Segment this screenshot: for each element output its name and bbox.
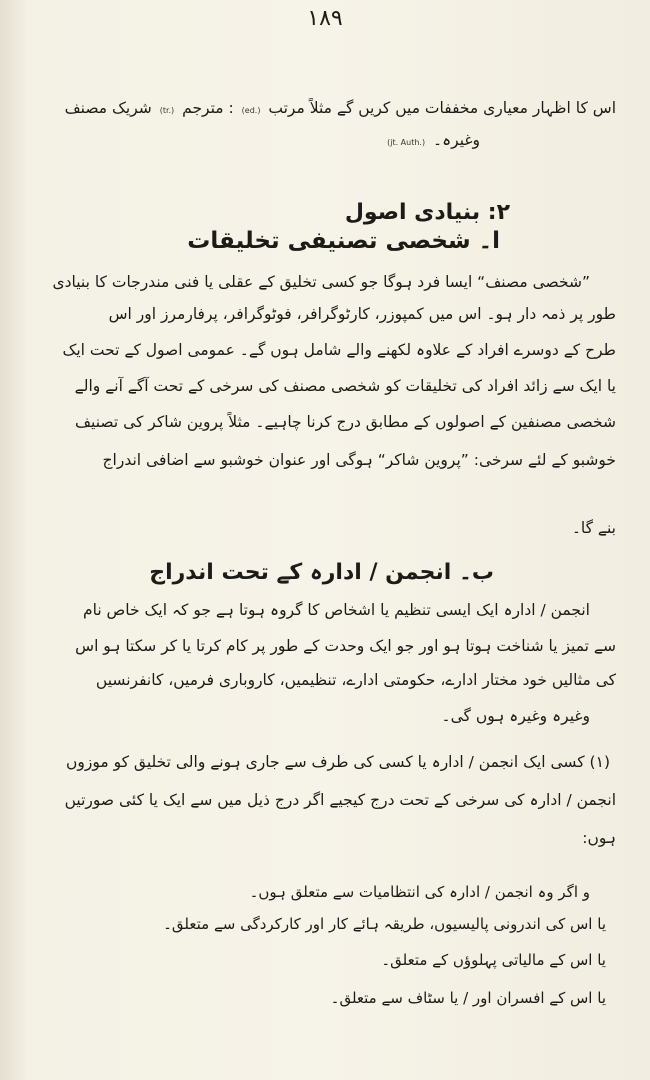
para-a-line: یا ایک سے زائد افراد کی تخلیقات کو شخصی مصنف کی سرخی کے تحت آگے آنے والے [74,377,616,395]
intro-text-3: شریک مصنف [64,99,152,117]
para-b-line: کی مثالیں خود مختار ادارے، حکومتی ادارے، تنظیمیں، کاروباری فرمیں، کانفرنسیں [95,671,616,689]
intro-text-1: اس کا اظہار معیاری مخففات میں کریں گے مثلاً مرتب [268,99,616,117]
para-c-line: انجمن / ادارہ کی سرخی کے تحت درج کیجیے اگر درج ذیل میں سے ایک یا کئی صورتیں [64,791,616,809]
abbr-ed: (ed.) [241,106,261,115]
section-heading: ۲: بنیادی اصول [344,200,510,225]
intro-line-1 [24,98,616,121]
para-a-line: شخصی مصنفین کے اصولوں کے مطابق درج کرنا چاہیے۔ مثلاً پروین شاکر کی تصنیف [74,413,616,431]
para-b-line: سے تمیز یا شناخت ہوتا ہو اور جو ایک وحدت کے طور پر کام کرتا یا کر سکتا ہو اس [75,637,616,655]
condition-item: یا اس کے مالیاتی پہلوؤں کے متعلق۔ [381,951,606,969]
abbr-tr: (tr.) [159,106,175,115]
condition-item: یا اس کی اندرونی پالیسیوں، طریقہ ہائے کار اور کارکردگی سے متعلق۔ [163,915,606,933]
intro-text-4: وغیرہ۔ [433,131,480,149]
intro-text-2: : مترجم [182,99,234,117]
para-a-line: خوشبو کے لئے سرخی: ”پروین شاکر“ ہوگی اور عنوان خوشبو سے اضافی اندراج [102,451,616,469]
para-a-line: طور پر ذمہ دار ہو۔ اس میں کمپوزر، کارٹوگرافر، فوٹوگرافر، پرفارمرز اور اس [108,305,616,323]
para-b-line: وغیرہ وغیرہ ہوں گی۔ [441,707,590,725]
page-number: ۱۸۹ [307,6,343,31]
intro-line-2 [24,130,480,153]
para-b-line: انجمن / ادارہ ایک ایسی تنظیم یا اشخاص کا گروہ ہوتا ہے جو کہ ایک خاص نام [83,601,590,619]
condition-item: و اگر وہ انجمن / ادارہ کی انتظامیات سے متعلق ہوں۔ [249,883,590,901]
abbr-jt: (jt. Auth.) [387,138,426,147]
condition-item: یا اس کے افسران اور / یا سٹاف سے متعلق۔ [330,989,606,1007]
para-c-line: ہوں: [582,829,616,847]
subheading-personal-works: ا۔ شخصی تصنیفی تخلیقات [187,228,500,254]
para-a-line: ”شخصی مصنف“ ایسا فرد ہوگا جو کسی تخلیق کے عقلی یا فنی مندرجات کا بنیادی [52,273,590,291]
subheading-corporate-entry: ب۔ انجمن / ادارہ کے تحت اندراج [149,560,494,585]
para-a-line: طرح کے دوسرے افراد کے علاوہ لکھنے والے شامل ہوں گے۔ عمومی اصول کے تحت ایک [62,341,616,359]
para-a-line: بنے گا۔ [571,519,616,537]
para-c-line: (۱) کسی ایک انجمن / ادارہ یا کسی کی طرف سے جاری ہونے والی تخلیق کو موزوں [65,753,610,771]
